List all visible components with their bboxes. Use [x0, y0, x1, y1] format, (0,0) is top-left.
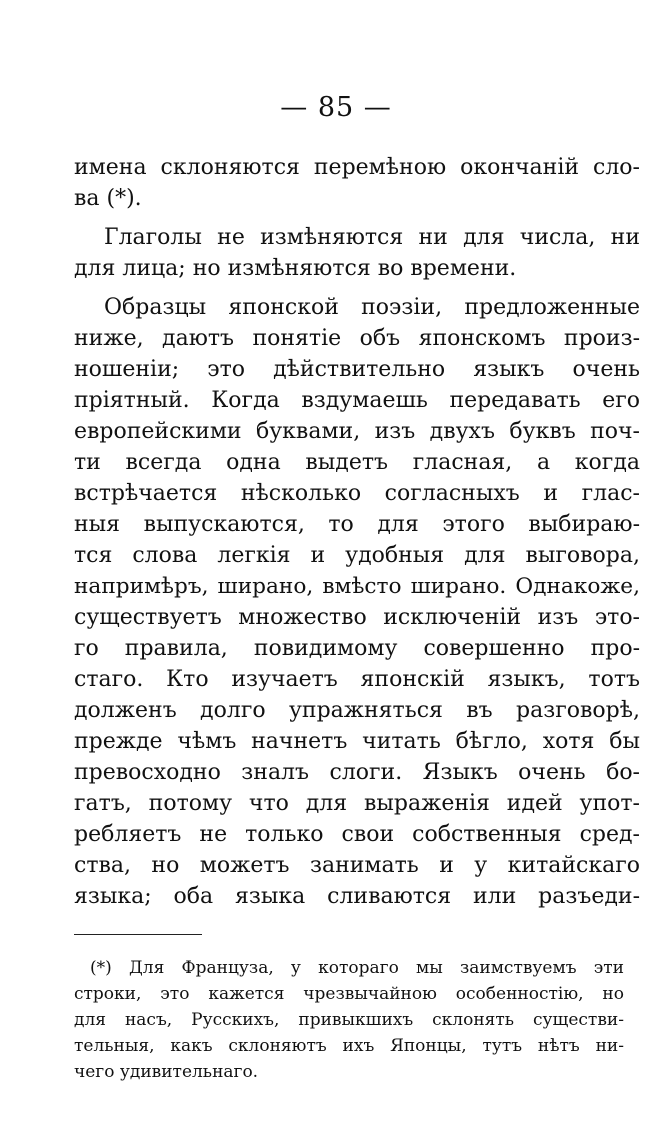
text-line: европейскими буквами, изъ двухъ буквъ поч-	[74, 419, 640, 444]
text-line: Образцы японской поэзіи, предложенные	[104, 295, 640, 320]
footnote	[74, 955, 624, 1085]
text-line: ношеніи; это дѣйствительно языкъ очень	[74, 357, 640, 382]
text-line: стаго. Кто изучаетъ японскій языкъ, тотъ	[74, 667, 640, 692]
text-line: тся слова легкія и удобныя для выговора,	[74, 543, 640, 568]
footnote-rule	[74, 934, 202, 935]
paragraph-1	[74, 152, 640, 214]
footnote-line: строки, это кажется чрезвычайною особенностію, но	[74, 984, 624, 1004]
text-line: ныя выпускаются, то для этого выбираю-	[74, 512, 640, 537]
text-line: ства, но можетъ занимать и у китайскаго	[74, 853, 640, 878]
text-line: Глаголы не измѣняются ни для числа, ни	[104, 225, 640, 250]
text-line: прежде чѣмъ начнетъ читать бѣгло, хотя бы	[74, 729, 640, 754]
text-line: ти всегда одна выдетъ гласная, а когда	[74, 450, 640, 475]
footnote-line: чего удивительнаго.	[74, 1062, 259, 1082]
text-line: го правила, повидимому совершенно про-	[74, 636, 640, 661]
text-line: ва (*).	[74, 186, 142, 211]
footnote-line: тельныя, какъ склоняютъ ихъ Японцы, тутъ нѣтъ ни-	[74, 1036, 624, 1056]
page-number: — 85 —	[280, 92, 392, 123]
text-line: существуетъ множество исключеній изъ это-	[74, 605, 640, 630]
text-line: ниже, даютъ понятіе объ японскомъ произ-	[74, 326, 640, 351]
text-line: имена склоняются перемѣною окончаній сло-	[74, 155, 640, 180]
text-line: долженъ долго упражняться въ разговорѣ,	[74, 698, 640, 723]
body-text	[74, 152, 640, 912]
text-line: для лица; но измѣняются во времени.	[74, 256, 517, 281]
text-line: гатъ, потому что для выраженія идей упот-	[74, 791, 640, 816]
text-line: напримѣръ, ширано, вмѣсто ширано. Однакоже,	[74, 574, 640, 599]
text-line: превосходно зналъ слоги. Языкъ очень бо-	[74, 760, 640, 785]
paragraph-2	[74, 222, 640, 284]
footnote-line: (*) Для Француза, у котораго мы заимствуемъ эти	[90, 958, 624, 978]
text-line: встрѣчается нѣсколько согласныхъ и глас-	[74, 481, 640, 506]
text-line: языка; оба языка сливаются или разъеди-	[74, 884, 640, 909]
paragraph-3	[74, 292, 640, 912]
text-line: ребляетъ не только свои собственныя сред-	[74, 822, 640, 847]
footnote-line: для насъ, Русскихъ, привыкшихъ склонять существи-	[74, 1010, 624, 1030]
text-line: пріятный. Когда вздумаешь передавать его	[74, 388, 640, 413]
